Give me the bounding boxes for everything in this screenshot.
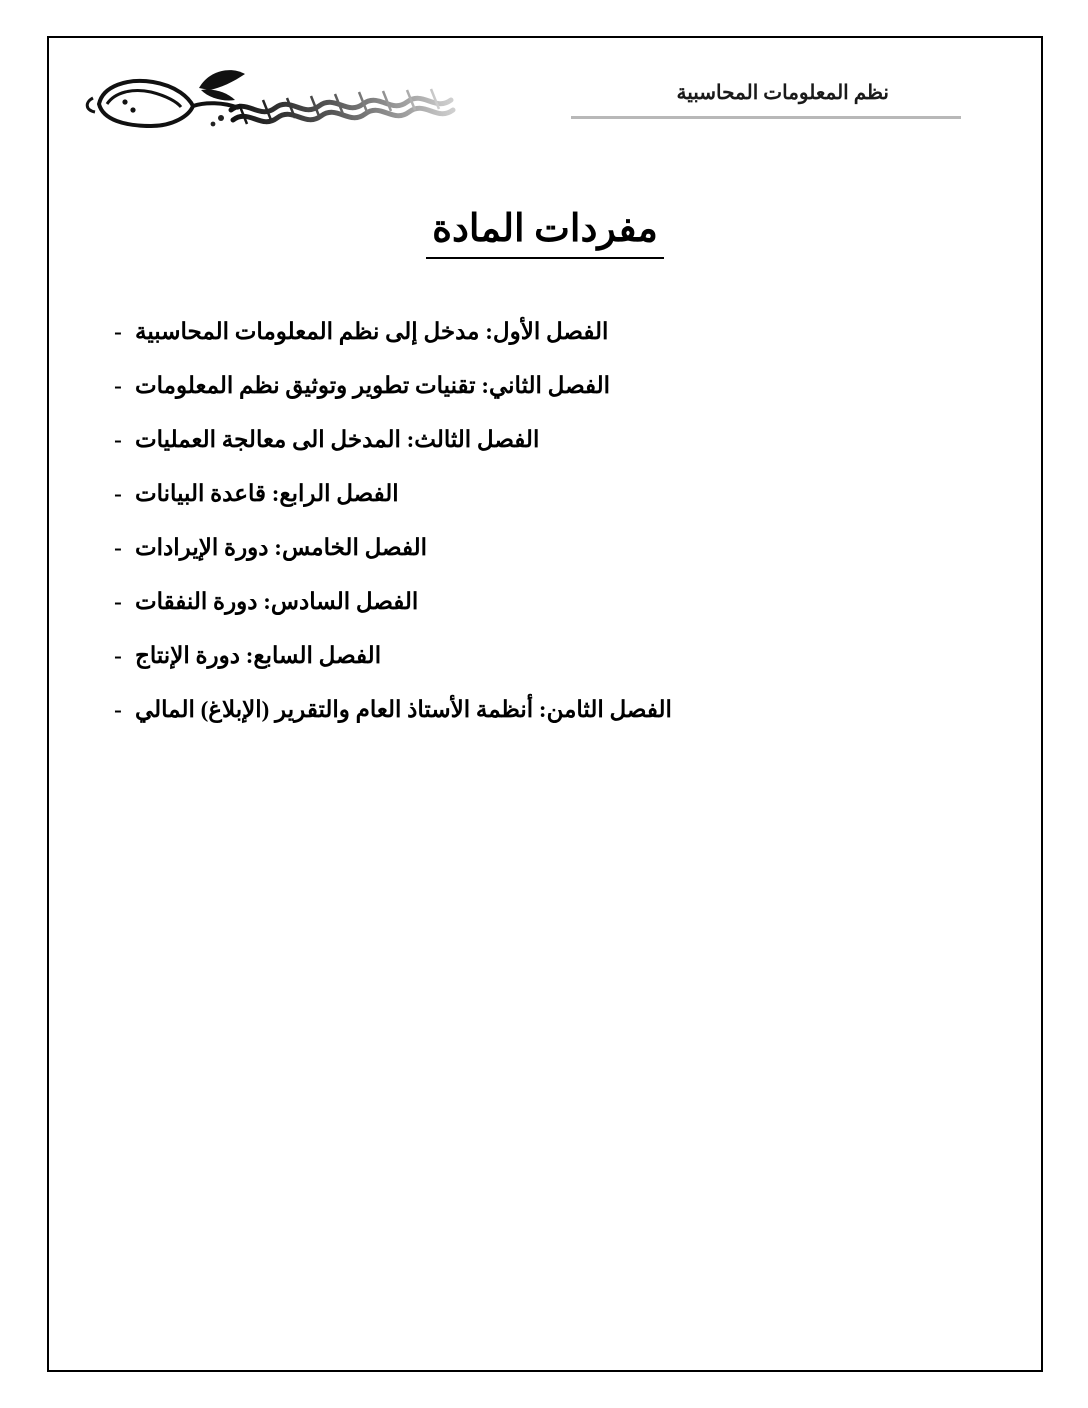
list-bullet: - xyxy=(114,643,122,669)
list-item xyxy=(105,424,985,455)
chapter-label: الفصل الرابع: قاعدة البيانات xyxy=(135,481,399,507)
list-bullet: - xyxy=(114,481,122,507)
chapter-label: الفصل الأول: مدخل إلى نظم المعلومات المحاسبية xyxy=(135,319,609,344)
list-item xyxy=(105,370,985,401)
page-blank-area xyxy=(49,798,1041,1370)
chapter-label: الفصل الثاني: تقنيات تطوير وتوثيق نظم المعلومات xyxy=(135,373,611,399)
chapter-label: الفصل الثالث: المدخل الى معالجة العمليات xyxy=(135,427,540,453)
list-bullet: - xyxy=(114,589,122,615)
list-item xyxy=(105,586,985,617)
chapter-label: الفصل السابع: دورة الإنتاج xyxy=(135,643,382,669)
page-title: مفردات المادة xyxy=(426,206,664,259)
list-bullet: - xyxy=(114,427,122,453)
page-title-container xyxy=(49,206,1041,259)
list-item xyxy=(105,694,985,725)
list-bullet: - xyxy=(114,319,122,344)
chapter-label: الفصل الخامس: دورة الإيرادات xyxy=(135,535,427,561)
chapter-list xyxy=(105,316,985,748)
list-item xyxy=(105,532,985,563)
document-page xyxy=(47,36,1043,1372)
chapter-label: الفصل الثامن: أنظمة الأستاذ العام والتقرير (الإبلاغ) المالي xyxy=(135,697,672,723)
list-bullet: - xyxy=(114,697,122,723)
list-item xyxy=(105,316,985,347)
header-running-title: نظم المعلومات المحاسبية xyxy=(676,82,889,104)
header-divider xyxy=(571,116,961,119)
list-bullet: - xyxy=(114,535,122,561)
page-header xyxy=(49,56,1041,156)
list-item xyxy=(105,478,985,509)
calligraphic-ornament-icon xyxy=(81,58,501,148)
list-item xyxy=(105,640,985,671)
chapter-label: الفصل السادس: دورة النفقات xyxy=(135,589,419,615)
list-bullet: - xyxy=(114,373,122,399)
